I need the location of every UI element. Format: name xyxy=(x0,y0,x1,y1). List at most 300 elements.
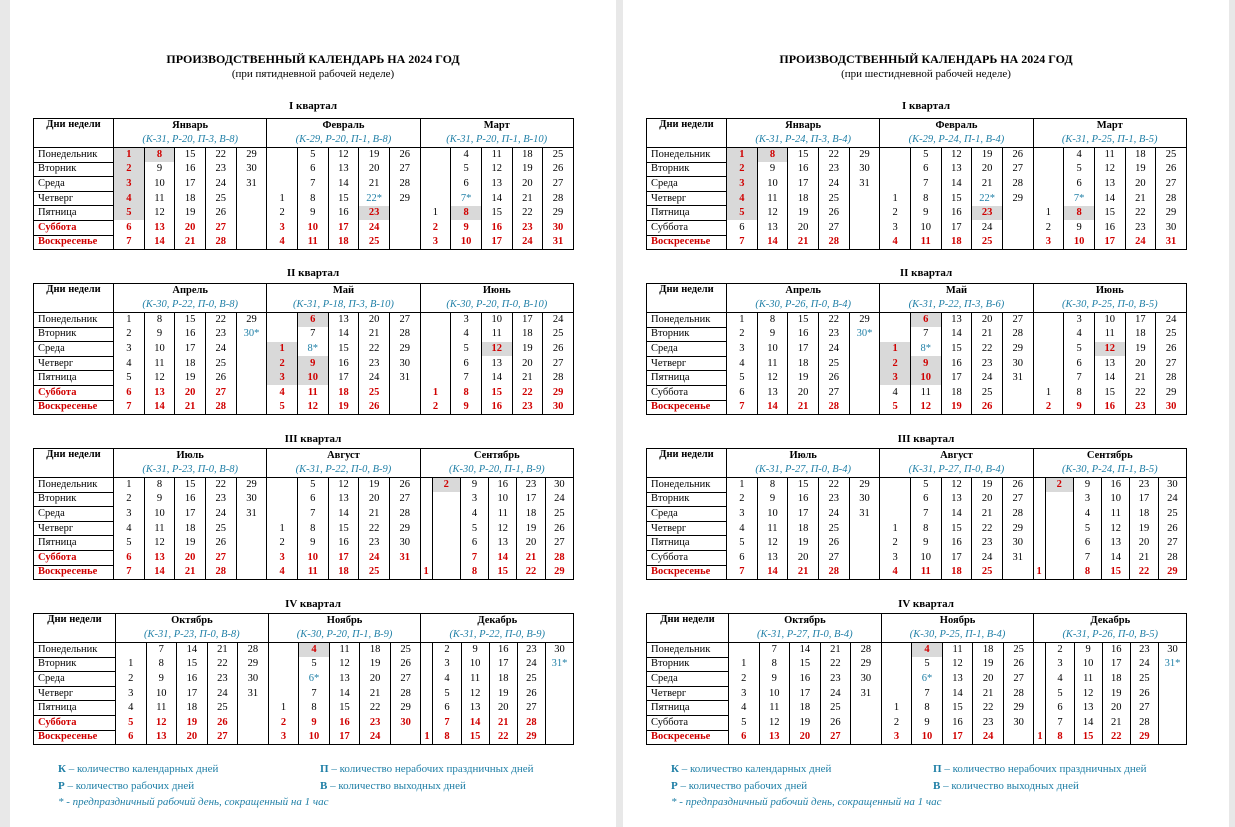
calendar-day: 7 xyxy=(727,565,758,580)
calendar-day: 10 xyxy=(461,657,489,672)
calendar-day: 7 xyxy=(910,327,941,342)
calendar-day: 30 xyxy=(389,356,420,371)
calendar-day xyxy=(1033,191,1064,206)
calendar-day: 24 xyxy=(543,313,574,328)
calendar-day: 4 xyxy=(1064,148,1095,163)
calendar-day: 29 xyxy=(543,206,574,221)
weekday-row xyxy=(647,492,1187,507)
calendar-day: 10 xyxy=(1102,492,1130,507)
calendar-day: 27 xyxy=(517,701,545,716)
month-name: Апрель xyxy=(727,284,880,299)
quarter-label: IV квартал xyxy=(898,598,954,610)
calendar-day: 18 xyxy=(512,148,543,163)
calendar-day: 13 xyxy=(757,550,788,565)
calendar-day: 2 xyxy=(432,478,460,493)
calendar-day: 15 xyxy=(941,342,972,357)
weekday-row xyxy=(647,521,1187,536)
calendar-day: 5 xyxy=(460,521,488,536)
calendar-day: 13 xyxy=(481,177,512,192)
month-stats: (К-30, Р-24, П-1, В-5) xyxy=(1033,464,1186,478)
calendar-day xyxy=(268,657,299,672)
calendar-day: 17 xyxy=(1130,492,1158,507)
month-name: Январь xyxy=(727,119,880,134)
calendar-day: 22* xyxy=(972,191,1003,206)
calendar-day: 30 xyxy=(238,672,269,687)
calendar-day: 16 xyxy=(175,492,206,507)
calendar-day: 8* xyxy=(297,342,328,357)
calendar-day: 23 xyxy=(818,162,849,177)
weekday-row xyxy=(34,206,574,221)
calendar-day xyxy=(236,521,267,536)
calendar-day: 29 xyxy=(517,730,545,745)
calendar-day: 10 xyxy=(489,492,517,507)
calendar-day: 26 xyxy=(818,536,849,551)
calendar-day: 15 xyxy=(329,701,360,716)
calendar-day: 25 xyxy=(1156,148,1187,163)
calendar-day: 1 xyxy=(881,701,912,716)
calendar-day: 12 xyxy=(481,342,512,357)
calendar-day: 22 xyxy=(205,313,236,328)
calendar-day: 8 xyxy=(297,521,328,536)
calendar-day: 9 xyxy=(297,356,328,371)
quarter-label: I квартал xyxy=(901,100,951,112)
calendar-day: 23 xyxy=(517,643,545,658)
calendar-day: 1 xyxy=(727,148,758,163)
calendar-day: 19 xyxy=(972,478,1003,493)
month-stats: (К-30, Р-25, П-1, В-4) xyxy=(881,629,1034,643)
calendar-day: 27 xyxy=(543,177,574,192)
weekday-name: Среда xyxy=(34,507,114,522)
calendar-day: 31 xyxy=(1156,235,1187,250)
calendar-day: 14 xyxy=(481,191,512,206)
calendar-day: 17 xyxy=(177,686,208,701)
calendar-day: 28 xyxy=(1130,715,1158,730)
calendar-day: 15 xyxy=(175,148,206,163)
calendar-day: 25 xyxy=(818,521,849,536)
calendar-day: 22 xyxy=(360,701,391,716)
calendar-day: 15 xyxy=(461,730,489,745)
calendar-day: 12 xyxy=(942,657,973,672)
calendar-day: 13 xyxy=(941,492,972,507)
calendar-day: 16 xyxy=(1102,643,1130,658)
calendar-day: 21 xyxy=(820,643,851,658)
calendar-day: 4 xyxy=(433,672,461,687)
calendar-day xyxy=(1033,162,1064,177)
calendar-day: 20 xyxy=(972,492,1003,507)
weekday-row xyxy=(34,657,574,672)
legend-text: – количество календарных дней xyxy=(678,763,832,775)
calendar-day xyxy=(1002,206,1033,221)
calendar-day: 23 xyxy=(359,206,390,221)
calendar-day: 29 xyxy=(1002,521,1033,536)
calendar-day: 16 xyxy=(788,492,819,507)
calendar-day: 28 xyxy=(205,400,236,415)
calendar-day: 23 xyxy=(972,536,1003,551)
calendar-day: 26 xyxy=(543,342,574,357)
calendar-day: 22 xyxy=(512,385,543,400)
calendar-day: 12 xyxy=(329,657,360,672)
calendar-day: 23 xyxy=(972,206,1003,221)
calendar-day: 9 xyxy=(451,400,482,415)
month-stats: (К-30, Р-20, П-1, В-9) xyxy=(420,464,573,478)
weekday-row xyxy=(34,400,574,415)
calendar-day: 26 xyxy=(205,371,236,386)
weekday-name: Среда xyxy=(34,177,114,192)
calendar-day: 26 xyxy=(1158,521,1186,536)
calendar-day: 9 xyxy=(297,536,328,551)
weekday-row xyxy=(34,507,574,522)
quarter-table xyxy=(646,613,1187,745)
calendar-day: 5 xyxy=(910,148,941,163)
weekday-name: Понедельник xyxy=(647,643,729,658)
calendar-day: 26 xyxy=(1156,162,1187,177)
weekday-row xyxy=(647,177,1187,192)
weekday-row xyxy=(647,400,1187,415)
calendar-day: 21 xyxy=(359,177,390,192)
calendar-day: 26 xyxy=(545,521,573,536)
calendar-day: 22 xyxy=(1125,385,1156,400)
calendar-day: 14 xyxy=(144,565,175,580)
calendar-day: 29 xyxy=(849,313,880,328)
calendar-day: 20 xyxy=(359,313,390,328)
calendar-day: 28 xyxy=(1002,177,1033,192)
calendar-day xyxy=(880,148,911,163)
calendar-day: 13 xyxy=(328,492,359,507)
weekday-name: Воскресенье xyxy=(34,730,116,745)
legend-key: К xyxy=(671,763,679,775)
calendar-day: 31 xyxy=(849,507,880,522)
calendar-day: 3 xyxy=(727,342,758,357)
weekday-name: Суббота xyxy=(34,385,114,400)
calendar-day: 17 xyxy=(941,550,972,565)
calendar-day: 14 xyxy=(489,550,517,565)
calendar-day: 19 xyxy=(1125,342,1156,357)
calendar-day: 29 xyxy=(236,478,267,493)
calendar-day: 6 xyxy=(1064,356,1095,371)
month-stats: (К-31, Р-27, П-0, В-4) xyxy=(880,464,1033,478)
calendar-day: 13 xyxy=(144,220,175,235)
weekday-name: Среда xyxy=(34,342,114,357)
calendar-day: 11 xyxy=(1094,327,1125,342)
calendar-day: 1 xyxy=(727,313,758,328)
calendar-day: 29 xyxy=(238,657,269,672)
page-subtitle: (при шестидневной рабочей неделе) xyxy=(841,68,1011,80)
calendar-day xyxy=(432,521,460,536)
calendar-day xyxy=(545,672,573,687)
legend-item xyxy=(671,763,831,775)
legend-text: – количество календарных дней xyxy=(65,763,219,775)
weekday-row xyxy=(34,191,574,206)
calendar-day: 1 xyxy=(880,342,911,357)
calendar-day: 30 xyxy=(236,492,267,507)
month-name: Февраль xyxy=(880,119,1033,134)
calendar-day xyxy=(238,715,269,730)
calendar-day xyxy=(1033,507,1045,522)
weekday-row xyxy=(647,715,1187,730)
calendar-day: 10 xyxy=(1094,313,1125,328)
calendar-day: 28 xyxy=(390,686,421,701)
page-subtitle: (при пятидневной рабочей неделе) xyxy=(231,68,395,80)
calendar-day: 16 xyxy=(328,206,359,221)
calendar-day: 9 xyxy=(299,715,330,730)
calendar-day: 4 xyxy=(880,235,911,250)
quarter-label: I квартал xyxy=(288,100,338,112)
calendar-day: 24 xyxy=(972,371,1003,386)
calendar-day: 25 xyxy=(359,565,390,580)
calendar-day: 4 xyxy=(880,565,911,580)
calendar-day: 10 xyxy=(451,235,482,250)
calendar-day xyxy=(1158,672,1186,687)
calendar-day: 6 xyxy=(297,492,328,507)
calendar-day: 19 xyxy=(328,400,359,415)
calendar-day: 18 xyxy=(790,701,821,716)
calendar-day: 18 xyxy=(1125,327,1156,342)
calendar-day xyxy=(267,148,298,163)
calendar-day: 14 xyxy=(941,507,972,522)
quarter-label: II квартал xyxy=(286,267,340,279)
weekday-row xyxy=(647,478,1187,493)
weekday-name: Пятница xyxy=(647,206,727,221)
calendar-day: 27 xyxy=(1156,356,1187,371)
calendar-day: 4 xyxy=(729,701,760,716)
weekday-name: Пятница xyxy=(34,206,114,221)
calendar-day: 24 xyxy=(359,550,390,565)
calendar-day: 27 xyxy=(390,672,421,687)
calendar-day: 1 xyxy=(267,191,298,206)
quarter-table xyxy=(33,283,574,415)
calendar-day: 14 xyxy=(790,643,821,658)
calendar-day xyxy=(1033,148,1064,163)
weekday-row xyxy=(647,162,1187,177)
calendar-day: 31 xyxy=(238,686,269,701)
calendar-day xyxy=(268,672,299,687)
calendar-day: 21 xyxy=(1125,191,1156,206)
calendar-day: 16 xyxy=(481,220,512,235)
weekday-name: Четверг xyxy=(647,686,729,701)
legend-item xyxy=(58,763,218,775)
calendar-day: 5 xyxy=(451,342,482,357)
calendar-day: 11 xyxy=(297,235,328,250)
calendar-day: 7 xyxy=(460,550,488,565)
calendar-day: 3 xyxy=(451,313,482,328)
calendar-day: 4 xyxy=(267,565,298,580)
calendar-day: 10 xyxy=(1074,657,1102,672)
calendar-day: 13 xyxy=(481,356,512,371)
calendar-day: 11 xyxy=(757,191,788,206)
calendar-day: 11 xyxy=(1094,148,1125,163)
calendar-day: 14 xyxy=(1094,191,1125,206)
calendar-day: 30 xyxy=(543,220,574,235)
calendar-day: 19 xyxy=(359,148,390,163)
month-name: Июнь xyxy=(420,284,573,299)
calendar-day: 20 xyxy=(972,162,1003,177)
weekday-name: Понедельник xyxy=(647,478,727,493)
calendar-day: 24 xyxy=(517,657,545,672)
weekday-name: Среда xyxy=(647,342,727,357)
calendar-day xyxy=(267,492,298,507)
calendar-day: 25 xyxy=(818,356,849,371)
calendar-day: 23 xyxy=(973,715,1004,730)
calendar-day: 17 xyxy=(175,507,206,522)
month-name: Август xyxy=(267,449,420,464)
calendar-day: 5 xyxy=(910,478,941,493)
calendar-day: 3 xyxy=(1046,657,1074,672)
weekday-name: Пятница xyxy=(34,701,116,716)
calendar-day: 23 xyxy=(818,327,849,342)
calendar-day: 27 xyxy=(818,220,849,235)
calendar-day: 4 xyxy=(267,235,298,250)
calendar-day: 1 xyxy=(880,521,911,536)
calendar-day xyxy=(389,220,420,235)
calendar-day: 29 xyxy=(543,385,574,400)
calendar-day: 5 xyxy=(727,371,758,386)
calendar-day xyxy=(389,206,420,221)
calendar-day: 10 xyxy=(757,507,788,522)
legend-text: – количество нерабочих праздничных дней xyxy=(328,763,534,775)
calendar-day: 2 xyxy=(727,492,758,507)
calendar-day: 28 xyxy=(818,565,849,580)
calendar-day: 1 xyxy=(1033,565,1045,580)
calendar-day xyxy=(236,565,267,580)
calendar-day: 8 xyxy=(759,657,790,672)
calendar-day: 13 xyxy=(144,385,175,400)
weekday-name: Пятница xyxy=(34,536,114,551)
calendar-day: 8 xyxy=(146,657,177,672)
calendar-day xyxy=(849,371,880,386)
calendar-day: 14 xyxy=(144,235,175,250)
calendar-day: 21 xyxy=(972,507,1003,522)
calendar-day: 31 xyxy=(1002,550,1033,565)
calendar-day: 24 xyxy=(973,730,1004,745)
calendar-day: 15 xyxy=(941,191,972,206)
calendar-day xyxy=(267,507,298,522)
calendar-day: 13 xyxy=(942,672,973,687)
calendar-day: 23 xyxy=(205,162,236,177)
calendar-day: 8 xyxy=(144,313,175,328)
calendar-day: 9 xyxy=(1073,478,1101,493)
calendar-day: 9 xyxy=(757,492,788,507)
weekday-name: Четверг xyxy=(34,521,114,536)
calendar-day: 28 xyxy=(517,715,545,730)
calendar-day: 14 xyxy=(1074,715,1102,730)
calendar-day xyxy=(432,565,460,580)
calendar-day: 8 xyxy=(757,148,788,163)
calendar-day: 4 xyxy=(727,521,758,536)
calendar-day: 7 xyxy=(146,643,177,658)
calendar-day: 14 xyxy=(328,327,359,342)
calendar-day xyxy=(236,536,267,551)
calendar-day: 21 xyxy=(788,400,819,415)
weekday-name: Понедельник xyxy=(34,643,116,658)
calendar-day: 5 xyxy=(727,206,758,221)
calendar-day: 17 xyxy=(328,371,359,386)
calendar-day: 11 xyxy=(329,643,360,658)
calendar-day: 26 xyxy=(1003,657,1034,672)
calendar-day: 19 xyxy=(941,400,972,415)
calendar-day: 15 xyxy=(481,385,512,400)
calendar-day: 17 xyxy=(788,507,819,522)
weekday-row xyxy=(647,643,1187,658)
calendar-day xyxy=(1033,521,1045,536)
calendar-day: 27 xyxy=(1130,701,1158,716)
calendar-day: 20 xyxy=(972,313,1003,328)
calendar-day: 26 xyxy=(389,148,420,163)
calendar-day: 20 xyxy=(517,536,545,551)
calendar-day xyxy=(880,327,911,342)
calendar-day: 6 xyxy=(451,356,482,371)
legend-key: П xyxy=(320,763,329,775)
calendar-day: 21 xyxy=(788,235,819,250)
calendar-day: 29 xyxy=(849,148,880,163)
calendar-day: 1 xyxy=(420,206,451,221)
calendar-day: 7 xyxy=(910,507,941,522)
calendar-day: 27 xyxy=(1002,162,1033,177)
calendar-day: 24 xyxy=(818,507,849,522)
calendar-day: 5 xyxy=(1064,162,1095,177)
calendar-day: 3 xyxy=(1064,313,1095,328)
calendar-day xyxy=(1002,385,1033,400)
calendar-day: 24 xyxy=(1130,657,1158,672)
calendar-day: 30 xyxy=(236,162,267,177)
calendar-day: 8* xyxy=(910,342,941,357)
calendar-day: 14 xyxy=(461,715,489,730)
calendar-day: 16 xyxy=(175,327,206,342)
calendar-day: 12 xyxy=(1074,686,1102,701)
calendar-day: 13 xyxy=(757,220,788,235)
calendar-day: 22 xyxy=(1125,206,1156,221)
calendar-day xyxy=(421,657,433,672)
calendar-day xyxy=(849,400,880,415)
month-stats: (К-31, Р-23, П-0, В-8) xyxy=(116,629,269,643)
calendar-day: 13 xyxy=(146,730,177,745)
calendar-day: 30 xyxy=(390,715,421,730)
calendar-day: 15 xyxy=(489,565,517,580)
calendar-day: 1 xyxy=(729,657,760,672)
calendar-day: 12 xyxy=(328,148,359,163)
calendar-day xyxy=(1045,550,1073,565)
weekday-row xyxy=(647,701,1187,716)
calendar-day: 16 xyxy=(1094,220,1125,235)
calendar-day: 22 xyxy=(818,313,849,328)
legend-note: * - предпраздничный рабочий день, сокращенный на 1 час xyxy=(671,796,942,808)
calendar-day: 16 xyxy=(941,356,972,371)
calendar-day: 29 xyxy=(1003,701,1034,716)
calendar-day: 20 xyxy=(973,672,1004,687)
calendar-day: 20 xyxy=(1125,177,1156,192)
calendar-day: 29 xyxy=(1002,191,1033,206)
calendar-day: 8 xyxy=(910,191,941,206)
calendar-day: 12 xyxy=(759,715,790,730)
calendar-day: 30 xyxy=(849,162,880,177)
calendar-day: 3 xyxy=(267,371,298,386)
calendar-day: 28 xyxy=(851,643,882,658)
calendar-day xyxy=(1045,536,1073,551)
calendar-day: 8 xyxy=(433,730,461,745)
calendar-day: 9 xyxy=(144,492,175,507)
calendar-day: 17 xyxy=(941,220,972,235)
calendar-day: 8 xyxy=(451,206,482,221)
calendar-day: 10 xyxy=(910,220,941,235)
calendar-day xyxy=(1045,521,1073,536)
calendar-day: 11 xyxy=(910,565,941,580)
calendar-day: 1 xyxy=(1034,730,1046,745)
calendar-day: 21 xyxy=(175,400,206,415)
month-name: Июль xyxy=(114,449,267,464)
calendar-day xyxy=(729,643,760,658)
weekday-row xyxy=(34,492,574,507)
calendar-day: 28 xyxy=(1156,191,1187,206)
calendar-day: 5 xyxy=(880,400,911,415)
